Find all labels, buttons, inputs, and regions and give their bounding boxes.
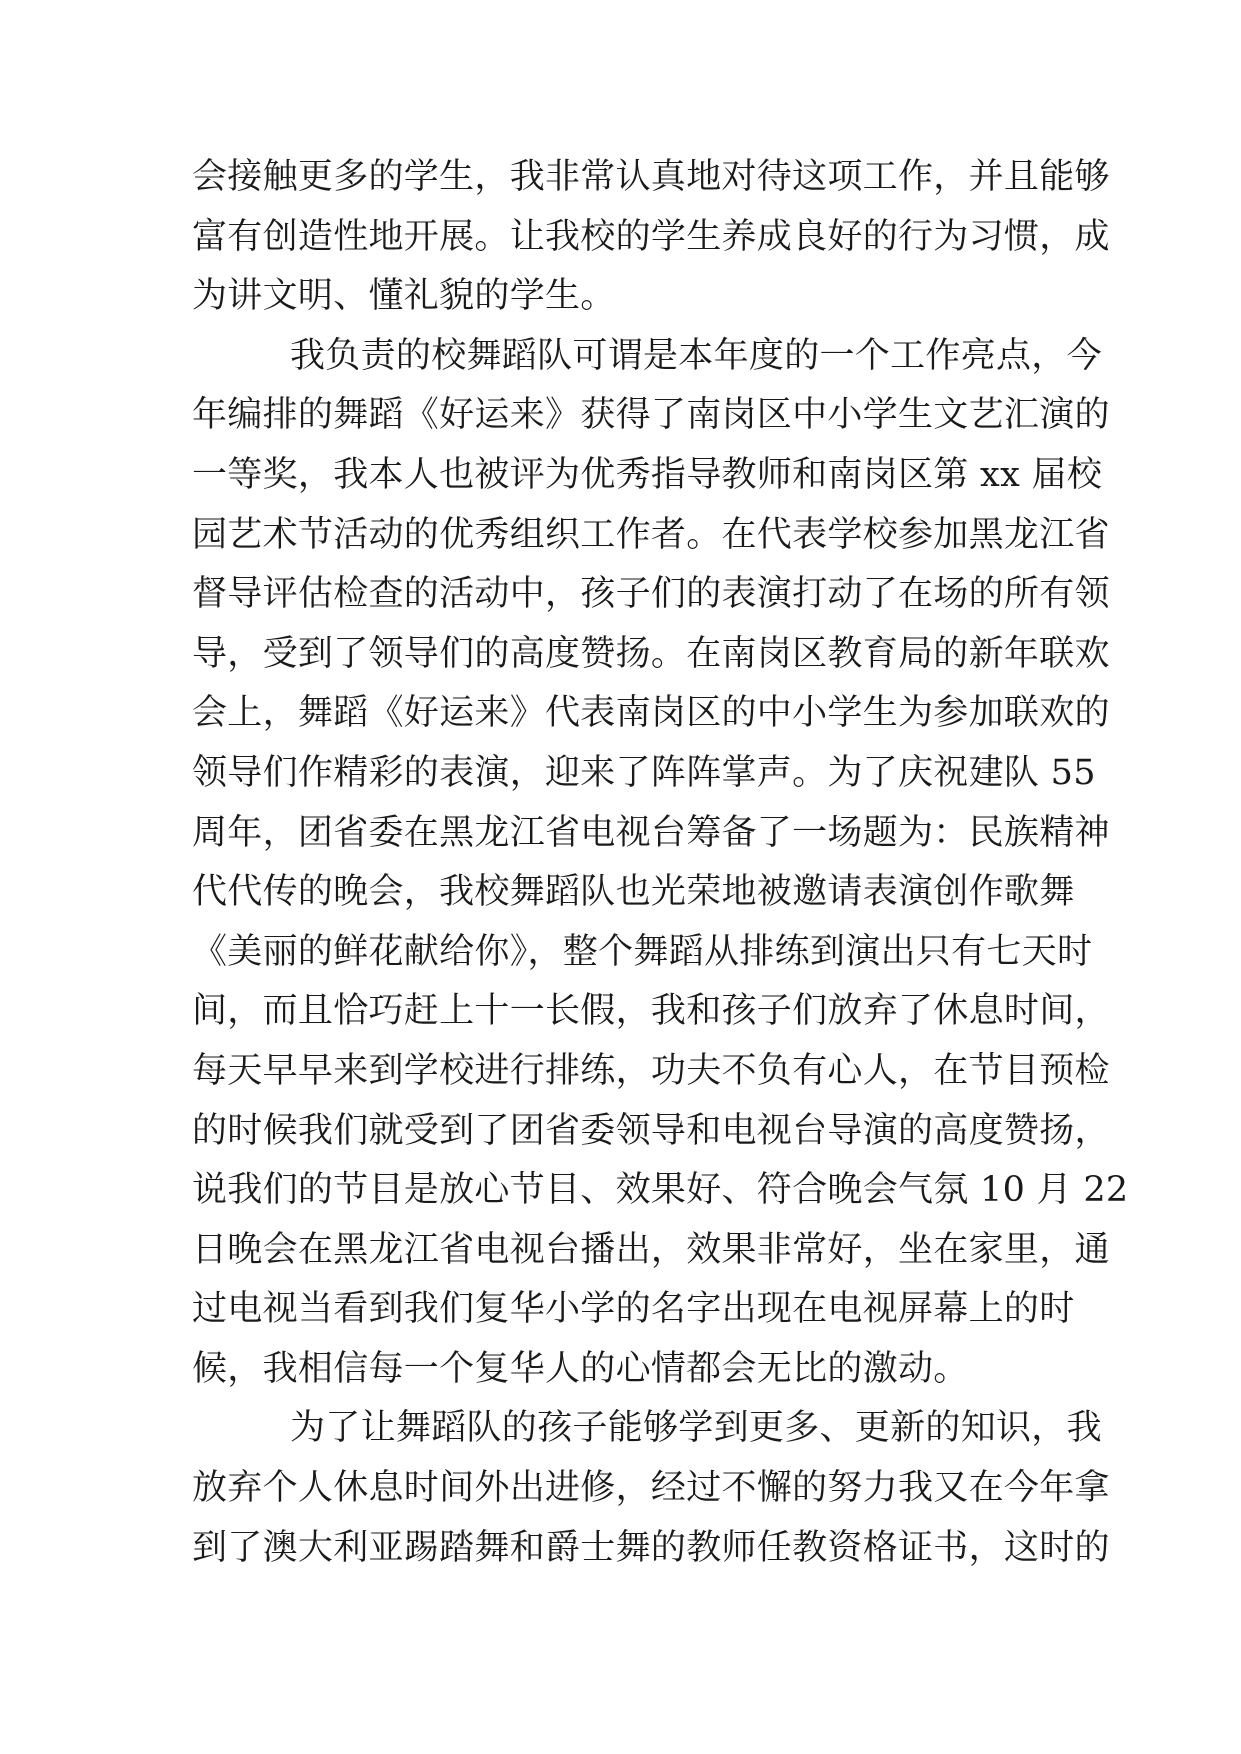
text-line: 一等奖，我本人也被评为优秀指导教师和南岗区第 xx 届校: [192, 454, 1103, 495]
text-line: 候，我相信每一个复华人的心情都会无比的激动。: [192, 1348, 969, 1389]
text-line: 导，受到了领导们的高度赞扬。在南岗区教育局的新年联欢: [192, 633, 1110, 674]
text-line: 我负责的校舞蹈队可谓是本年度的一个工作亮点，今: [290, 335, 1102, 376]
paragraph-2: [192, 327, 1129, 1400]
text-line: 放弃个人休息时间外出进修，经过不懈的努力我又在今年拿: [192, 1468, 1110, 1509]
text-line: 说我们的节目是放心节目、效果好、符合晚会气氛 10 月 22: [192, 1170, 1129, 1211]
text-line: 间，而且恰巧赶上十一长假，我和孩子们放弃了休息时间，: [192, 991, 1110, 1032]
text-line: 《美丽的鲜花献给你》，整个舞蹈从排练到演出只有七天时: [192, 931, 1093, 972]
text-line: 过电视当看到我们复华小学的名字出现在电视屏幕上的时: [192, 1289, 1075, 1330]
text-line: 每天早早来到学校进行排练，功夫不负有心人，在节目预检: [192, 1050, 1110, 1091]
text-line: 周年，团省委在黑龙江省电视台筹备了一场题为：民族精神: [192, 812, 1110, 853]
text-line: 日晚会在黑龙江省电视台播出，效果非常好，坐在家里，通: [192, 1229, 1110, 1270]
paragraph-1: [192, 148, 1110, 327]
document-body: [192, 148, 1129, 1578]
text-line: 的时候我们就受到了团省委领导和电视台导演的高度赞扬，: [192, 1110, 1110, 1151]
paragraph-3: [192, 1399, 1110, 1578]
text-line: 富有创造性地开展。让我校的学生养成良好的行为习惯，成: [192, 216, 1110, 257]
text-line: 督导评估检查的活动中，孩子们的表演打动了在场的所有领: [192, 574, 1110, 615]
text-line: 园艺术节活动的优秀组织工作者。在代表学校参加黑龙江省: [192, 514, 1110, 555]
text-line: 年编排的舞蹈《好运来》获得了南岗区中小学生文艺汇演的: [192, 395, 1110, 436]
text-line: 代代传的晚会，我校舞蹈队也光荣地被邀请表演创作歌舞: [192, 872, 1075, 913]
text-line: 会接触更多的学生，我非常认真地对待这项工作，并且能够: [192, 157, 1110, 197]
text-line: 到了澳大利亚踢踏舞和爵士舞的教师任教资格证书，这时的: [192, 1527, 1110, 1568]
text-line: 为了让舞蹈队的孩子能够学到更多、更新的知识，我: [290, 1408, 1102, 1449]
text-line: 领导们作精彩的表演，迎来了阵阵掌声。为了庆祝建队 55: [192, 752, 1096, 793]
text-line: 为讲文明、懂礼貌的学生。: [192, 276, 616, 317]
text-line: 会上，舞蹈《好运来》代表南岗区的中小学生为参加联欢的: [192, 693, 1110, 734]
